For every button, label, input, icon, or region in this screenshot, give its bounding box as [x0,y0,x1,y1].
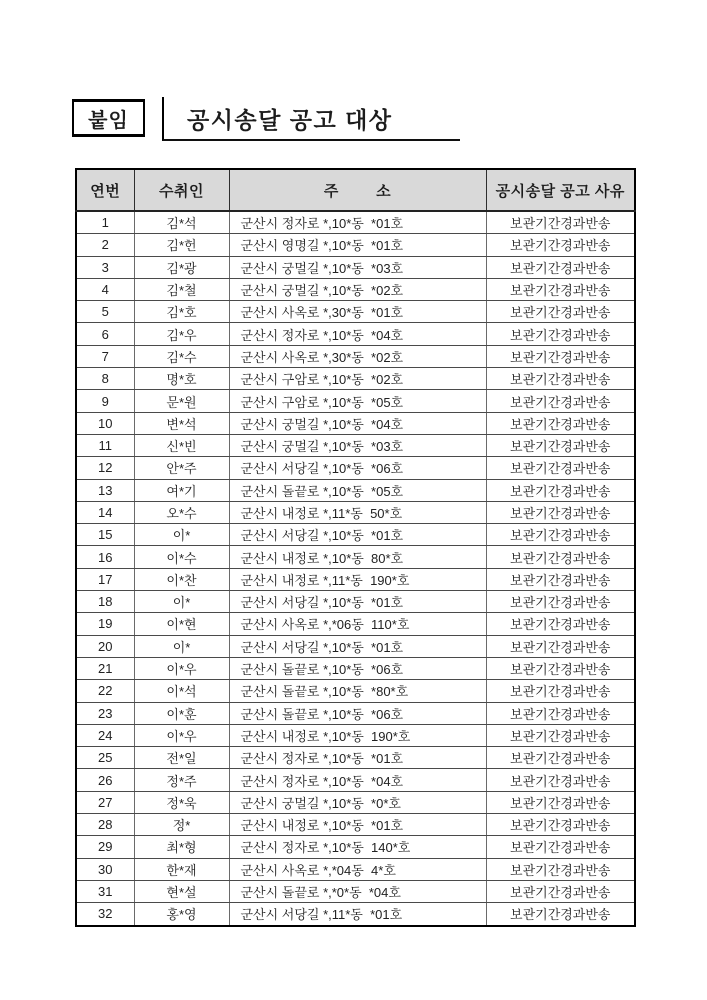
table-row [76,858,635,880]
cell-recipient: 문*원 [134,390,229,412]
cell-serial-number: 22 [76,680,134,702]
header-reason: 공시송달 공고 사유 [486,169,635,211]
cell-reason: 보관기간경과반송 [486,613,635,635]
notice-table [75,168,636,927]
cell-serial-number: 9 [76,390,134,412]
cell-address: 군산시 궁멀길 *,10*동 *03호 [229,434,486,456]
table-row [76,390,635,412]
attachment-label-box [72,99,145,137]
cell-recipient: 한*재 [134,858,229,880]
table-row [76,434,635,456]
cell-reason: 보관기간경과반송 [486,591,635,613]
cell-recipient: 이*우 [134,657,229,679]
table-row [76,635,635,657]
cell-serial-number: 26 [76,769,134,791]
table-header [76,169,635,211]
cell-address: 군산시 서당길 *,11*동 *01호 [229,903,486,926]
cell-recipient: 이*찬 [134,568,229,590]
table-row [76,323,635,345]
cell-serial-number: 11 [76,434,134,456]
page-title: 공시송달 공고 대상 [187,106,393,133]
cell-recipient: 최*형 [134,836,229,858]
table-row [76,814,635,836]
cell-serial-number: 3 [76,256,134,278]
cell-reason: 보관기간경과반송 [486,412,635,434]
cell-recipient: 현*설 [134,880,229,902]
table-row [76,791,635,813]
cell-serial-number: 4 [76,278,134,300]
cell-reason: 보관기간경과반송 [486,903,635,926]
cell-recipient: 김*헌 [134,234,229,256]
table-row [76,591,635,613]
cell-serial-number: 25 [76,747,134,769]
table-row [76,880,635,902]
cell-address: 군산시 사옥로 *,*04동 4*호 [229,858,486,880]
table-row [76,836,635,858]
cell-address: 군산시 내정로 *,10*동 80*호 [229,546,486,568]
cell-address: 군산시 돌끝로 *,10*동 *06호 [229,657,486,679]
cell-address: 군산시 정자로 *,10*동 *04호 [229,323,486,345]
table-row [76,278,635,300]
cell-reason: 보관기간경과반송 [486,814,635,836]
table-row [76,613,635,635]
table-row [76,256,635,278]
table-row [76,234,635,256]
cell-serial-number: 1 [76,211,134,234]
cell-reason: 보관기간경과반송 [486,256,635,278]
cell-recipient: 변*석 [134,412,229,434]
cell-address: 군산시 서당길 *,10*동 *06호 [229,457,486,479]
cell-recipient: 김*석 [134,211,229,234]
cell-serial-number: 7 [76,345,134,367]
cell-recipient: 이* [134,635,229,657]
table-row [76,903,635,926]
cell-serial-number: 32 [76,903,134,926]
cell-address: 군산시 영명길 *,10*동 *01호 [229,234,486,256]
cell-serial-number: 10 [76,412,134,434]
cell-serial-number: 23 [76,702,134,724]
cell-reason: 보관기간경과반송 [486,479,635,501]
cell-address: 군산시 서당길 *,10*동 *01호 [229,591,486,613]
cell-recipient: 김*우 [134,323,229,345]
table-row [76,769,635,791]
cell-address: 군산시 사옥로 *,*06동 110*호 [229,613,486,635]
table-row [76,301,635,323]
cell-recipient: 김*수 [134,345,229,367]
cell-recipient: 신*빈 [134,434,229,456]
cell-address: 군산시 구암로 *,10*동 *05호 [229,390,486,412]
cell-serial-number: 12 [76,457,134,479]
cell-recipient: 명*호 [134,368,229,390]
cell-address: 군산시 서당길 *,10*동 *01호 [229,635,486,657]
cell-reason: 보관기간경과반송 [486,791,635,813]
cell-serial-number: 27 [76,791,134,813]
cell-address: 군산시 정자로 *,10*동 *04호 [229,769,486,791]
cell-address: 군산시 구암로 *,10*동 *02호 [229,368,486,390]
table-row [76,479,635,501]
cell-reason: 보관기간경과반송 [486,702,635,724]
cell-recipient: 이*우 [134,724,229,746]
notice-table-wrap [75,168,636,927]
table-row [76,412,635,434]
cell-reason: 보관기간경과반송 [486,501,635,523]
table-row [76,546,635,568]
cell-serial-number: 28 [76,814,134,836]
cell-address: 군산시 궁멀길 *,10*동 *02호 [229,278,486,300]
table-row [76,501,635,523]
table-header-row [76,169,635,211]
cell-reason: 보관기간경과반송 [486,524,635,546]
cell-recipient: 홍*영 [134,903,229,926]
cell-address: 군산시 궁멀길 *,10*동 *04호 [229,412,486,434]
cell-address: 군산시 정자로 *,10*동 *01호 [229,211,486,234]
cell-address: 군산시 정자로 *,10*동 *01호 [229,747,486,769]
cell-reason: 보관기간경과반송 [486,323,635,345]
cell-address: 군산시 내정로 *,11*동 190*호 [229,568,486,590]
cell-recipient: 김*철 [134,278,229,300]
table-row [76,680,635,702]
cell-reason: 보관기간경과반송 [486,880,635,902]
cell-address: 군산시 내정로 *,10*동 190*호 [229,724,486,746]
cell-recipient: 이*현 [134,613,229,635]
cell-recipient: 이* [134,591,229,613]
attachment-label: 붙임 [88,109,129,132]
cell-address: 군산시 내정로 *,11*동 50*호 [229,501,486,523]
cell-serial-number: 8 [76,368,134,390]
header-serial-number: 연번 [76,169,134,211]
cell-serial-number: 30 [76,858,134,880]
cell-reason: 보관기간경과반송 [486,434,635,456]
table-row [76,657,635,679]
cell-reason: 보관기간경과반송 [486,211,635,234]
cell-reason: 보관기간경과반송 [486,568,635,590]
cell-reason: 보관기간경과반송 [486,724,635,746]
cell-address: 군산시 서당길 *,10*동 *01호 [229,524,486,546]
cell-address: 군산시 돌끝로 *,10*동 *80*호 [229,680,486,702]
cell-reason: 보관기간경과반송 [486,234,635,256]
cell-recipient: 정*주 [134,769,229,791]
cell-reason: 보관기간경과반송 [486,836,635,858]
cell-address: 군산시 정자로 *,10*동 140*호 [229,836,486,858]
cell-recipient: 이*수 [134,546,229,568]
cell-reason: 보관기간경과반송 [486,747,635,769]
cell-reason: 보관기간경과반송 [486,769,635,791]
cell-reason: 보관기간경과반송 [486,858,635,880]
cell-reason: 보관기간경과반송 [486,345,635,367]
cell-serial-number: 17 [76,568,134,590]
cell-reason: 보관기간경과반송 [486,546,635,568]
cell-serial-number: 29 [76,836,134,858]
cell-serial-number: 21 [76,657,134,679]
cell-recipient: 김*호 [134,301,229,323]
header-recipient: 수취인 [134,169,229,211]
cell-serial-number: 19 [76,613,134,635]
cell-serial-number: 16 [76,546,134,568]
cell-recipient: 이*석 [134,680,229,702]
table-row [76,747,635,769]
cell-serial-number: 6 [76,323,134,345]
cell-serial-number: 14 [76,501,134,523]
table-row [76,368,635,390]
cell-reason: 보관기간경과반송 [486,635,635,657]
table-row [76,724,635,746]
cell-serial-number: 18 [76,591,134,613]
cell-address: 군산시 돌끝로 *,*0*동 *04호 [229,880,486,902]
cell-serial-number: 13 [76,479,134,501]
table-row [76,345,635,367]
cell-recipient: 안*주 [134,457,229,479]
cell-recipient: 이* [134,524,229,546]
cell-recipient: 전*일 [134,747,229,769]
cell-address: 군산시 궁멀길 *,10*동 *03호 [229,256,486,278]
cell-serial-number: 31 [76,880,134,902]
cell-address: 군산시 내정로 *,10*동 *01호 [229,814,486,836]
cell-reason: 보관기간경과반송 [486,657,635,679]
title-block [162,97,460,141]
table-row [76,524,635,546]
cell-reason: 보관기간경과반송 [486,301,635,323]
cell-recipient: 김*광 [134,256,229,278]
cell-serial-number: 20 [76,635,134,657]
cell-reason: 보관기간경과반송 [486,680,635,702]
cell-recipient: 이*훈 [134,702,229,724]
cell-recipient: 여*기 [134,479,229,501]
table-row [76,568,635,590]
header-address: 주 소 [229,169,486,211]
cell-address: 군산시 돌끝로 *,10*동 *05호 [229,479,486,501]
cell-serial-number: 24 [76,724,134,746]
cell-address: 군산시 사옥로 *,30*동 *01호 [229,301,486,323]
cell-recipient: 오*수 [134,501,229,523]
cell-reason: 보관기간경과반송 [486,390,635,412]
cell-reason: 보관기간경과반송 [486,457,635,479]
cell-recipient: 정* [134,814,229,836]
cell-reason: 보관기간경과반송 [486,368,635,390]
table-row [76,702,635,724]
cell-serial-number: 2 [76,234,134,256]
cell-address: 군산시 사옥로 *,30*동 *02호 [229,345,486,367]
cell-address: 군산시 궁멀길 *,10*동 *0*호 [229,791,486,813]
cell-serial-number: 5 [76,301,134,323]
cell-reason: 보관기간경과반송 [486,278,635,300]
table-row [76,457,635,479]
cell-address: 군산시 돌끝로 *,10*동 *06호 [229,702,486,724]
table-row [76,211,635,234]
cell-serial-number: 15 [76,524,134,546]
table-body [76,211,635,926]
cell-recipient: 정*욱 [134,791,229,813]
